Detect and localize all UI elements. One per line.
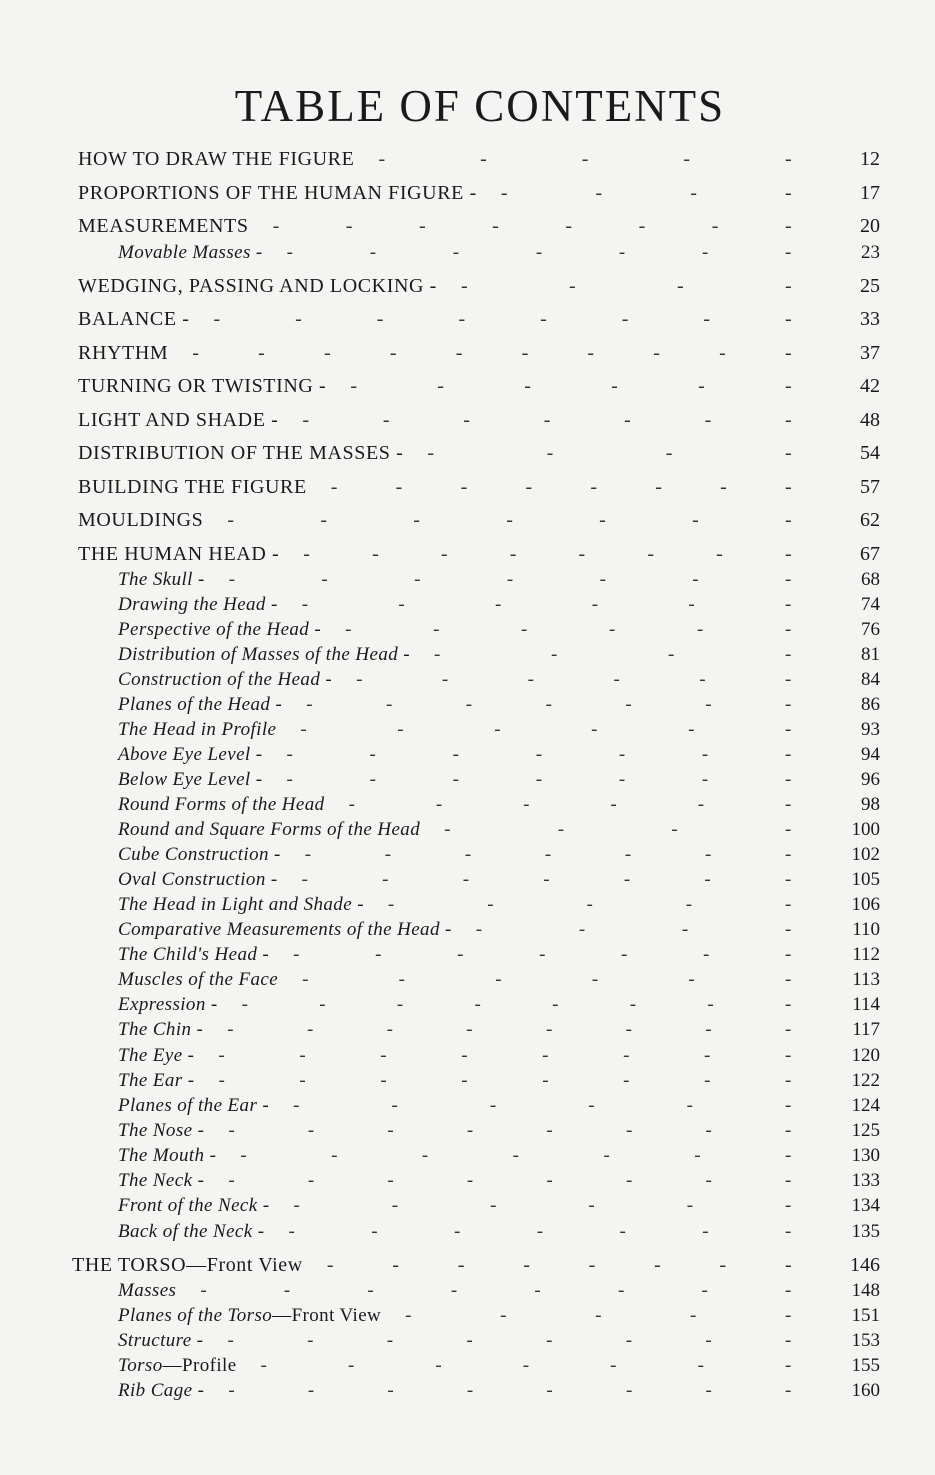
page-number: 135 — [851, 1221, 880, 1242]
entry-label: Oval Construction - — [118, 869, 278, 890]
toc-subentry: The Mouth - 130 - - - - - - - — [118, 1145, 880, 1166]
toc-entry: HOW TO DRAW THE FIGURE 12 - - - - - — [78, 148, 880, 170]
page-number: 81 — [861, 644, 880, 665]
entry-label: Above Eye Level - — [118, 744, 263, 765]
entry-label: Round Forms of the Head — [118, 794, 325, 815]
page-number: 17 — [860, 182, 880, 204]
entry-label: Round and Square Forms of the Head — [118, 819, 421, 840]
page-number: 122 — [851, 1070, 880, 1091]
toc-entry: MOULDINGS 62 - - - - - - - — [78, 509, 880, 531]
entry-label: The Chin - — [118, 1019, 204, 1040]
toc-subentry: The Skull - 68 - - - - - - - — [118, 569, 880, 590]
entry-label: The Child's Head - — [118, 944, 270, 965]
page-number: 124 — [851, 1095, 880, 1116]
entry-label: Comparative Measurements of the Head - — [118, 919, 452, 940]
page-number: 114 — [852, 994, 880, 1015]
page-number: 117 — [852, 1019, 880, 1040]
entry-label: MOULDINGS — [78, 509, 204, 531]
entry-label: Movable Masses - — [118, 242, 263, 263]
entry-label: Planes of the Head - — [118, 694, 283, 715]
page-number: 93 — [861, 719, 880, 740]
toc-subentry: Expression - 114 - - - - - - - - — [118, 994, 880, 1015]
entry-label: The Head in Profile — [118, 719, 277, 740]
page-number: 54 — [860, 442, 880, 464]
toc-subentry: The Ear - 122 - - - - - - - - — [118, 1070, 880, 1091]
entry-label: RHYTHM — [78, 342, 169, 364]
entry-label: WEDGING, PASSING AND LOCKING - — [78, 275, 437, 297]
page-number: 23 — [861, 242, 880, 263]
toc-subentry: Muscles of the Face 113 - - - - - - — [118, 969, 880, 990]
page-number: 96 — [861, 769, 880, 790]
entry-label: DISTRIBUTION OF THE MASSES - — [78, 442, 404, 464]
page-number: 151 — [851, 1305, 880, 1326]
entry-label: Expression - — [118, 994, 218, 1015]
toc-entry: THE HUMAN HEAD - 67 - - - - - - - - — [78, 543, 880, 565]
toc-subentry: The Chin - 117 - - - - - - - - — [118, 1019, 880, 1040]
toc-entry: THE TORSO—Front View 146 - - - - - - - - — [72, 1254, 880, 1276]
toc-subentry: Round Forms of the Head 98 - - - - - - — [118, 794, 880, 815]
entry-label: The Nose - — [118, 1120, 205, 1141]
entry-label: Construction of the Head - — [118, 669, 333, 690]
toc-subentry: Below Eye Level - 96 - - - - - - - — [118, 769, 880, 790]
entry-label: Planes of the Torso—Front View — [118, 1305, 382, 1326]
entry-label: Planes of the Ear - — [118, 1095, 270, 1116]
toc-subentry: Structure - 153 - - - - - - - - — [118, 1330, 880, 1351]
toc-subentry: Movable Masses - 23 - - - - - - - — [118, 242, 880, 263]
toc-subentry: Planes of the Torso—Front View 151 - - - - - — [118, 1305, 880, 1326]
toc-subentry: The Child's Head - 112 - - - - - - - — [118, 944, 880, 965]
entry-label: Perspective of the Head - — [118, 619, 322, 640]
toc-subentry: The Eye - 120 - - - - - - - - — [118, 1045, 880, 1066]
toc-subentry: Distribution of Masses of the Head - 81 - - - - — [118, 644, 880, 665]
entry-label: THE HUMAN HEAD - — [78, 543, 280, 565]
page-number: 20 — [860, 215, 880, 237]
toc-subentry: The Head in Profile 93 - - - - - - — [118, 719, 880, 740]
entry-label: Masses — [118, 1280, 177, 1301]
toc-subentry: Masses 148 - - - - - - - - — [118, 1280, 880, 1301]
page-number: 57 — [860, 476, 880, 498]
page-number: 98 — [861, 794, 880, 815]
entry-label: Muscles of the Face — [118, 969, 279, 990]
toc-subentry: The Head in Light and Shade - 106 - - - - - — [118, 894, 880, 915]
toc-subentry: The Nose - 125 - - - - - - - - — [118, 1120, 880, 1141]
entry-label: Distribution of Masses of the Head - — [118, 644, 410, 665]
page-number: 100 — [851, 819, 880, 840]
toc-entry: TURNING OR TWISTING - 42 - - - - - - — [78, 375, 880, 397]
entry-label: Structure - — [118, 1330, 204, 1351]
toc-entry: MEASUREMENTS 20 - - - - - - - - — [78, 215, 880, 237]
page-number: 33 — [860, 308, 880, 330]
page-number: 67 — [860, 543, 880, 565]
page-number: 134 — [851, 1195, 880, 1216]
page-number: 125 — [851, 1120, 880, 1141]
page-number: 130 — [851, 1145, 880, 1166]
entry-label: Torso—Profile — [118, 1355, 237, 1376]
entry-label: The Head in Light and Shade - — [118, 894, 364, 915]
entry-label: The Mouth - — [118, 1145, 217, 1166]
toc-subentry: Oval Construction - 105 - - - - - - - — [118, 869, 880, 890]
toc-subentry: Above Eye Level - 94 - - - - - - - — [118, 744, 880, 765]
entry-label: TURNING OR TWISTING - — [78, 375, 327, 397]
toc-subentry: Torso—Profile 155 - - - - - - - — [118, 1355, 880, 1376]
page-number: 112 — [852, 944, 880, 965]
entry-label: THE TORSO—Front View — [72, 1254, 303, 1276]
entry-label: Drawing the Head - — [118, 594, 278, 615]
entry-label: HOW TO DRAW THE FIGURE — [78, 148, 355, 170]
toc-subentry: Cube Construction - 102 - - - - - - - — [118, 844, 880, 865]
page-number: 148 — [851, 1280, 880, 1301]
toc-subentry: Comparative Measurements of the Head - 110 - - - - — [118, 919, 880, 940]
toc-entry: BALANCE - 33 - - - - - - - - — [78, 308, 880, 330]
toc-subentry: The Neck - 133 - - - - - - - - — [118, 1170, 880, 1191]
page-number: 153 — [851, 1330, 880, 1351]
page-title: TABLE OF CONTENTS — [234, 81, 726, 131]
page-number: 146 — [850, 1254, 880, 1276]
page-number: 42 — [860, 375, 880, 397]
toc-entry: RHYTHM 37 - - - - - - - - - - — [78, 342, 880, 364]
toc-subentry: Front of the Neck - 134 - - - - - - — [118, 1195, 880, 1216]
toc-subentry: Back of the Neck - 135 - - - - - - - — [118, 1221, 880, 1242]
entry-label: LIGHT AND SHADE - — [78, 409, 279, 431]
toc-subentry: Planes of the Ear - 124 - - - - - - — [118, 1095, 880, 1116]
toc-entry: LIGHT AND SHADE - 48 - - - - - - - — [78, 409, 880, 431]
entry-label: Front of the Neck - — [118, 1195, 270, 1216]
page-number: 76 — [861, 619, 880, 640]
page-number: 160 — [851, 1380, 880, 1401]
page-number: 133 — [851, 1170, 880, 1191]
toc-subentry: Drawing the Head - 74 - - - - - - — [118, 594, 880, 615]
entry-label: The Skull - — [118, 569, 205, 590]
page-number: 120 — [851, 1045, 880, 1066]
page-number: 48 — [860, 409, 880, 431]
toc-subentry: Construction of the Head - 84 - - - - - - — [118, 669, 880, 690]
page-number: 86 — [861, 694, 880, 715]
entry-label: BALANCE - — [78, 308, 190, 330]
page-number: 110 — [852, 919, 880, 940]
toc-subentry: Perspective of the Head - 76 - - - - - - — [118, 619, 880, 640]
page-number: 94 — [861, 744, 880, 765]
entry-label: BUILDING THE FIGURE — [78, 476, 307, 498]
page-number: 62 — [860, 509, 880, 531]
page-number: 37 — [860, 342, 880, 364]
entry-label: The Neck - — [118, 1170, 205, 1191]
page-number: 106 — [851, 894, 880, 915]
toc-entry: BUILDING THE FIGURE 57 - - - - - - - - — [78, 476, 880, 498]
entry-label: The Eye - — [118, 1045, 195, 1066]
toc-entry: WEDGING, PASSING AND LOCKING - 25 - - - - — [78, 275, 880, 297]
toc-subentry: Planes of the Head - 86 - - - - - - - — [118, 694, 880, 715]
page-number: 12 — [860, 148, 880, 170]
entry-label: PROPORTIONS OF THE HUMAN FIGURE - — [78, 182, 477, 204]
page-number: 84 — [861, 669, 880, 690]
page-number: 68 — [861, 569, 880, 590]
page-number: 155 — [851, 1355, 880, 1376]
page-number: 74 — [861, 594, 880, 615]
entry-label: Rib Cage - — [118, 1380, 205, 1401]
toc-subentry: Round and Square Forms of the Head 100 - - - - — [118, 819, 880, 840]
page-number: 102 — [851, 844, 880, 865]
toc-subentry: Rib Cage - 160 - - - - - - - - — [118, 1380, 880, 1401]
page-number: 113 — [852, 969, 880, 990]
entry-label: The Ear - — [118, 1070, 195, 1091]
toc-entry: PROPORTIONS OF THE HUMAN FIGURE - 17 - - - - — [78, 182, 880, 204]
page-number: 25 — [860, 275, 880, 297]
entry-label: Below Eye Level - — [118, 769, 263, 790]
entry-label: Cube Construction - — [118, 844, 281, 865]
page-number: 105 — [851, 869, 880, 890]
toc-entry: DISTRIBUTION OF THE MASSES - 54 - - - - — [78, 442, 880, 464]
entry-label: Back of the Neck - — [118, 1221, 265, 1242]
entry-label: MEASUREMENTS — [78, 215, 249, 237]
